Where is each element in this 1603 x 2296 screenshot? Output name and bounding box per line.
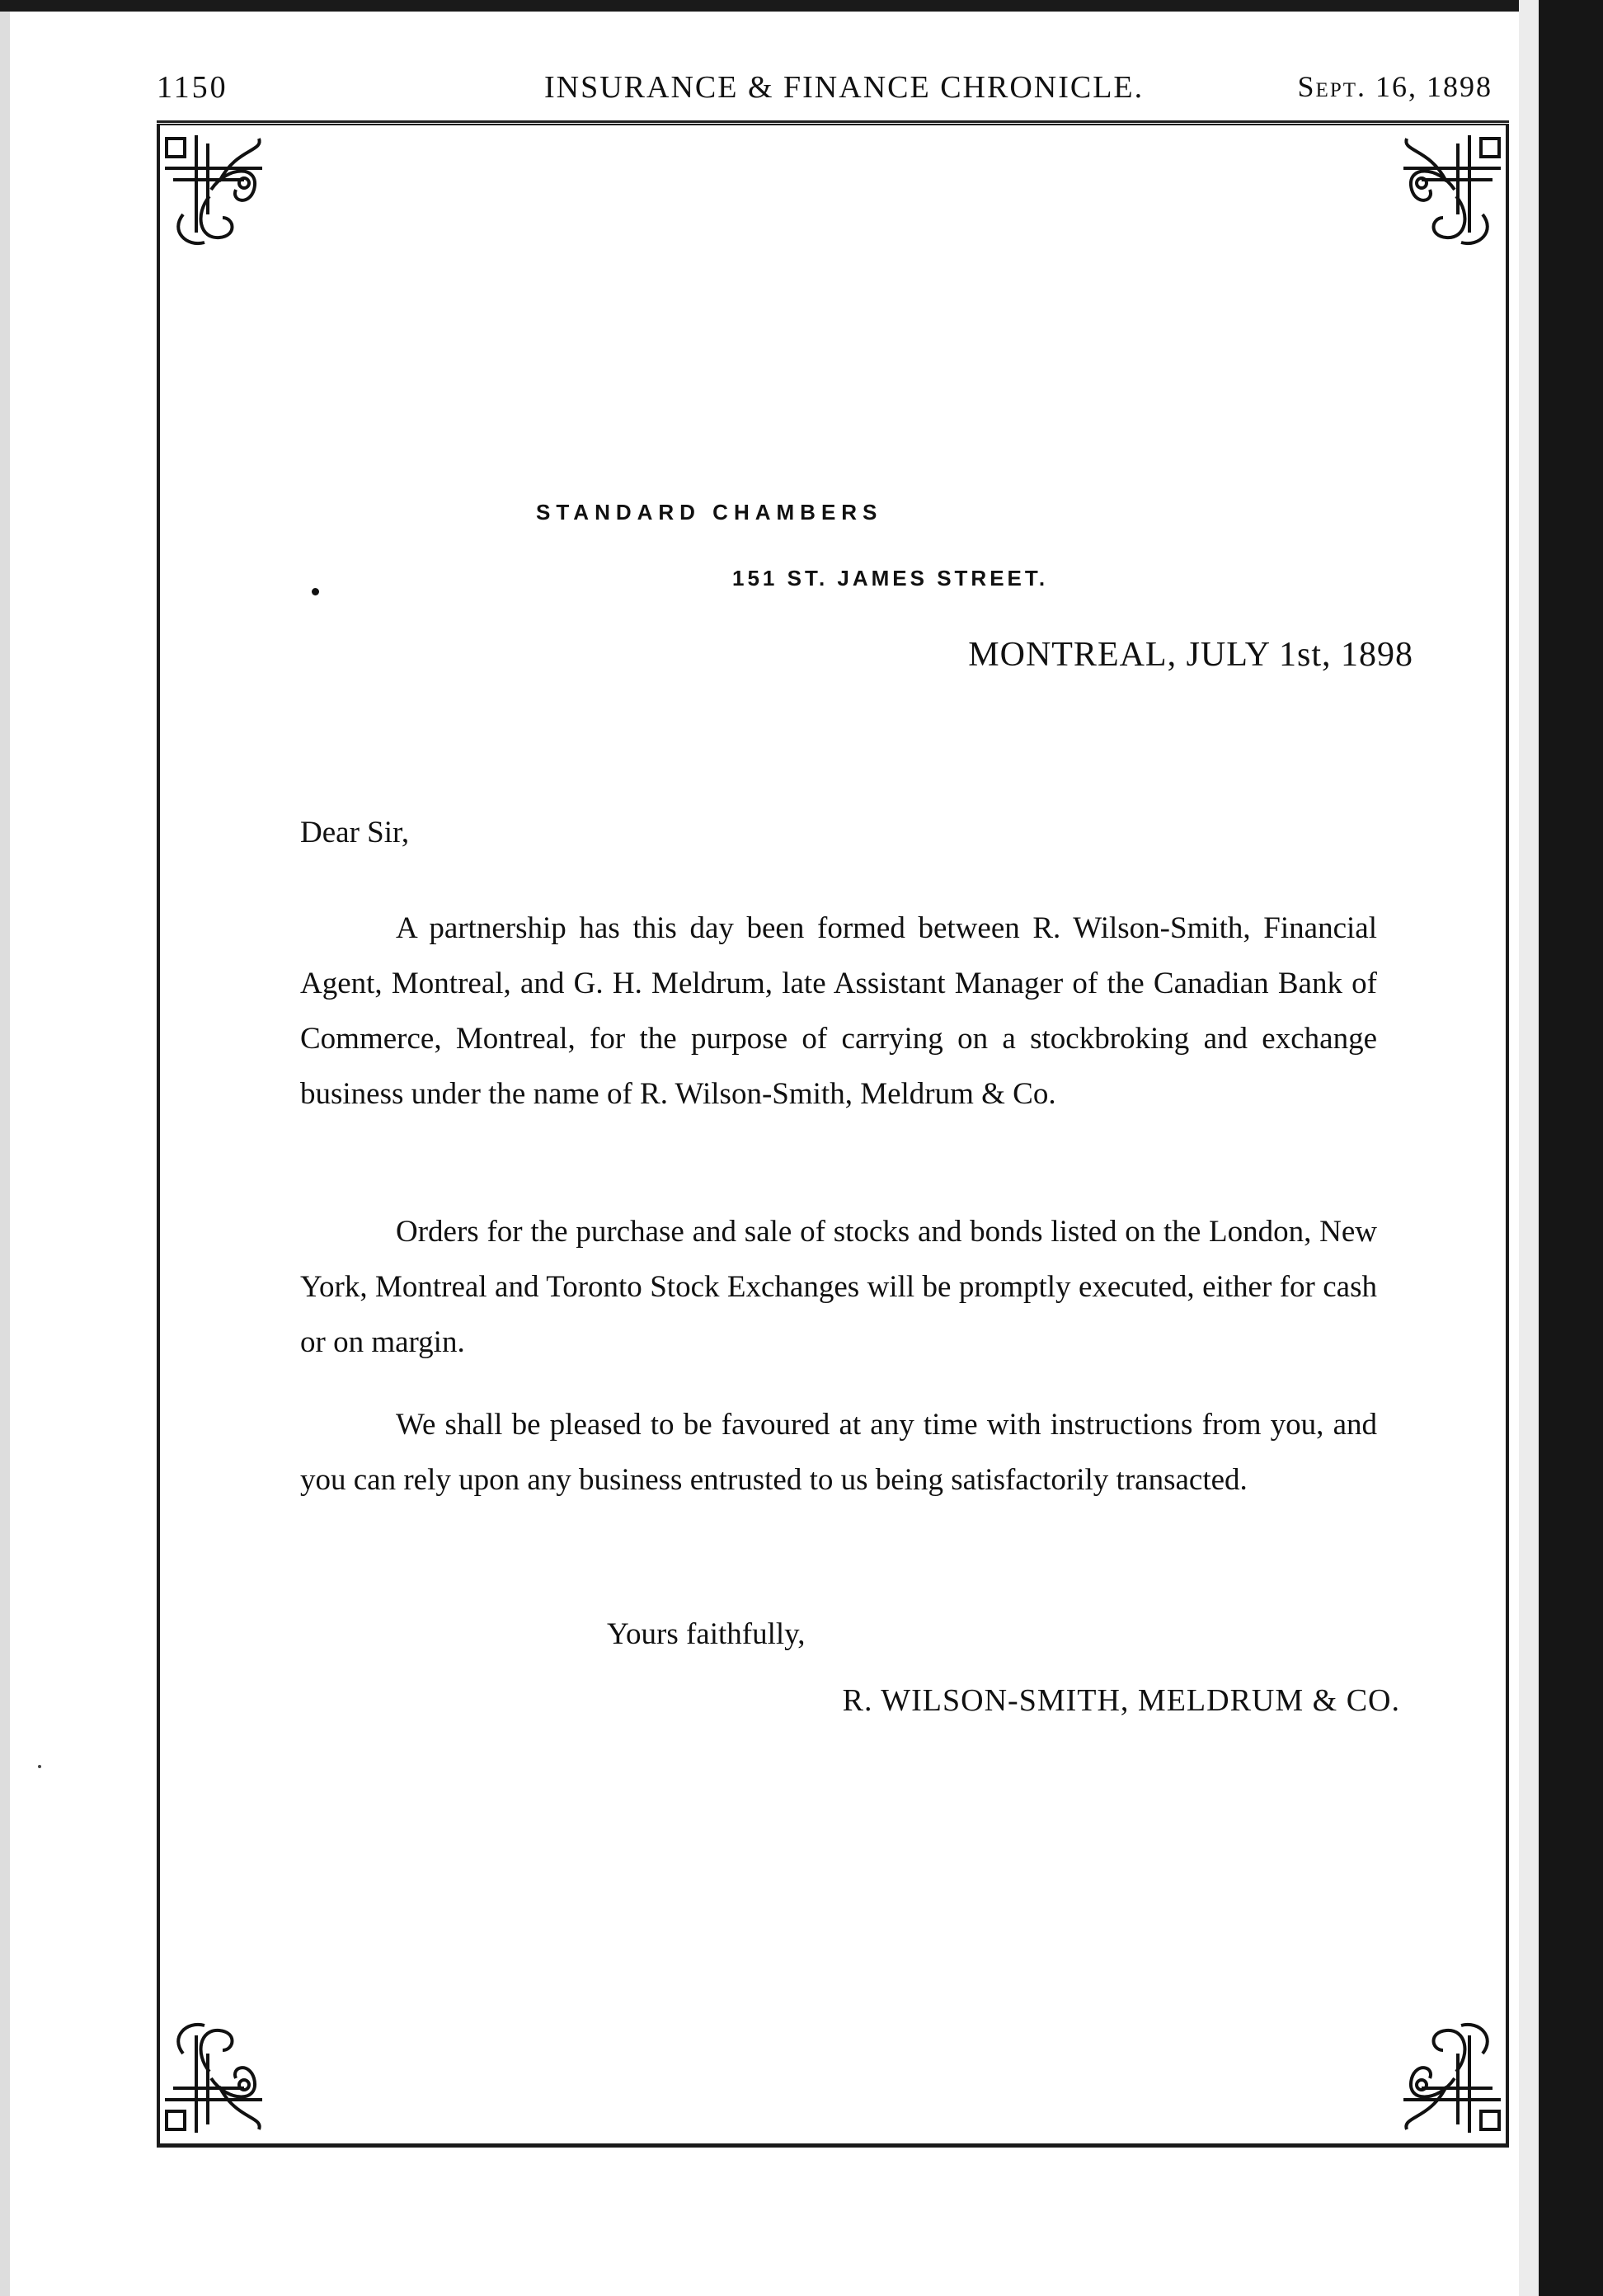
ink-speck (38, 1765, 41, 1768)
header-rule (157, 120, 1509, 123)
running-head (157, 69, 1509, 115)
body-paragraph: Orders for the purchase and sale of stocks and bonds listed on the London, New York, Montreal and Toronto Stock Exchanges will be promptly executed, either for cash or on margin. (300, 1215, 1377, 1359)
page-number: 1150 (157, 70, 228, 105)
letterhead-street: 151 ST. JAMES STREET. (732, 566, 1049, 590)
journal-title: INSURANCE & FINANCE CHRONICLE. (544, 70, 1145, 105)
letter-date: MONTREAL, JULY 1st, 1898 (968, 636, 1413, 674)
ink-dot (312, 588, 319, 595)
corner-ornament-icon (1397, 132, 1504, 256)
scan-right-edge (1539, 0, 1603, 2296)
issue-date: Sept. 16, 1898 (1297, 70, 1493, 103)
scan-page-gutter (1519, 0, 1539, 2296)
closing: Yours faithfully, (607, 1617, 806, 1651)
scan-top-edge (0, 0, 1603, 12)
signature: R. WILSON-SMITH, MELDRUM & CO. (842, 1683, 1400, 1718)
scan-left-edge (0, 0, 10, 2296)
corner-ornament-icon (1397, 2012, 1504, 2136)
corner-ornament-icon (162, 132, 269, 256)
body-paragraph: We shall be pleased to be favoured at any time with instructions from you, and you can rely upon any business entrusted to us being satisfactorily transacted. (300, 1408, 1377, 1497)
salutation: Dear Sir, (300, 816, 410, 849)
advertisement-border-frame (157, 124, 1509, 2148)
letterhead-building: STANDARD CHAMBERS (536, 500, 883, 525)
body-paragraph: A partnership has this day been formed between R. Wilson-Smith, Financial Agent, Montreal, and G. H. Meldrum, late Assistant Manager of the Canadian Bank of Commerce, Montreal, for the purpose of carrying on a stockbroking and exchange business under the name of R. Wilson-Smith, Meldrum & Co. (300, 911, 1377, 1111)
corner-ornament-icon (162, 2012, 269, 2136)
